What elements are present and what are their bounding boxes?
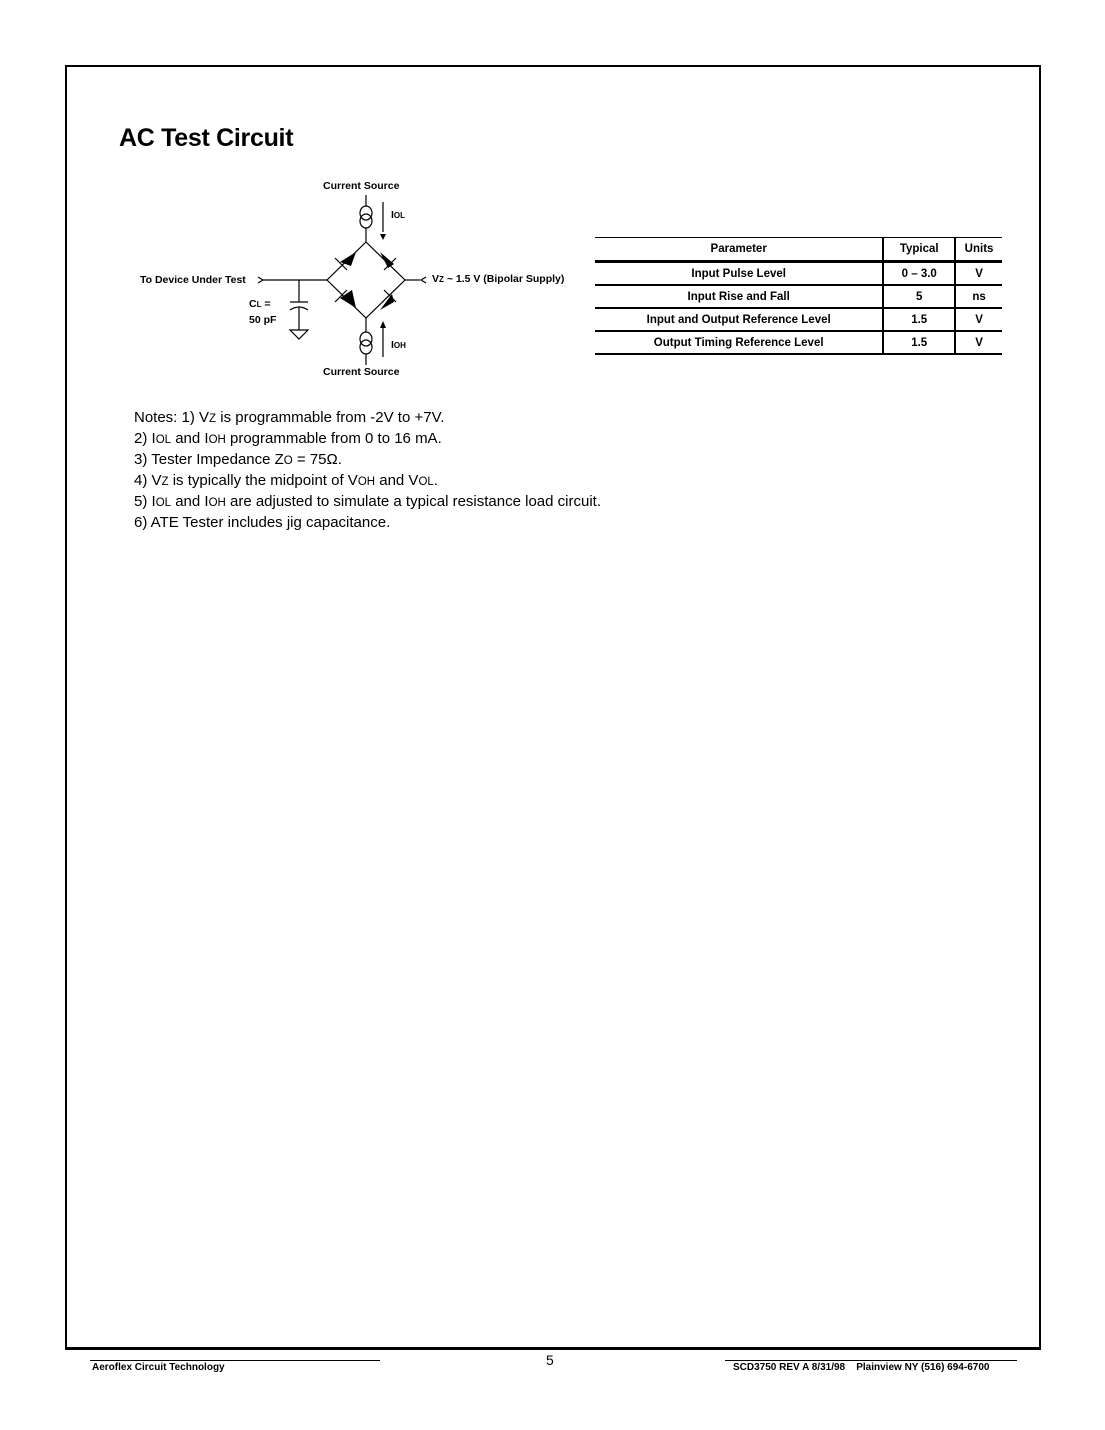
note-sub: OL [155,434,172,446]
iol-main: I [391,209,394,221]
cl-label [249,298,271,310]
vz-main: V [432,273,440,285]
cell-units: V [955,308,1002,331]
note-5 [134,492,601,513]
vz-rest: ~ 1.5 V (Bipolar Supply) [443,273,565,285]
note-sub: OH [208,434,226,446]
note-text: are adjusted to simulate a typical resistance load circuit. [225,493,601,510]
header-units: Units [955,238,1002,262]
footer-right-rule [725,1360,1017,1361]
page-title: AC Test Circuit [119,124,294,152]
note-sub: OH [357,476,376,488]
note-text: and V [375,472,419,489]
cl-main: C [249,298,257,310]
note-text: is typically the midpoint of V [168,472,358,489]
note-sub: O [283,455,293,467]
note-2 [134,429,601,450]
note-text: 5) I [134,493,156,510]
note-text: and I [171,430,209,447]
cell-parameter: Input Pulse Level [595,262,883,286]
cell-typical: 1.5 [883,331,955,354]
iol-label [391,209,405,221]
ioh-label [391,339,406,351]
top-current-source-label: Current Source [323,180,400,192]
table-row [595,331,1002,354]
notes-block [134,408,601,533]
cell-parameter: Input and Output Reference Level [595,308,883,331]
table-row [595,262,1002,286]
ioh-main: I [391,339,394,351]
cl-sub: L [256,300,262,309]
footer-doc-info: SCD3750 REV A 8/31/98 Plainview NY (516) 694-6700 [733,1362,990,1373]
note-text: and I [171,493,209,510]
note-text: = 75Ω. [292,451,342,468]
table-header-row [595,238,1002,262]
note-sub: Z [161,476,169,488]
header-typical: Typical [883,238,955,262]
cl-value: 50 pF [249,314,277,326]
note-sub: Z [209,413,217,425]
note-text: programmable from 0 to 16 mA. [225,430,442,447]
cell-typical: 5 [883,285,955,308]
cl-eq: = [261,298,271,310]
note-sub: OH [208,497,226,509]
test-parameters-table [595,237,1002,355]
note-sub: OL [418,476,434,488]
cell-units: V [955,331,1002,354]
cell-typical: 0 – 3.0 [883,262,955,286]
note-text: 4) V [134,472,162,489]
note-6: 6) ATE Tester includes jig capacitance. [134,514,391,531]
note-3 [134,450,601,471]
footer-company: Aeroflex Circuit Technology [92,1362,225,1373]
iol-sub: OL [393,211,406,220]
ioh-sub: OH [393,341,406,350]
note-text: . [433,472,438,489]
note-text: Notes: 1) V [134,409,210,426]
bottom-current-source-label: Current Source [323,366,400,378]
cell-units: V [955,262,1002,286]
header-parameter: Parameter [595,238,883,262]
note-text: 3) Tester Impedance Z [134,451,284,468]
note-4 [134,471,601,492]
vz-sub: Z [439,275,444,284]
note-text: is programmable from -2V to +7V. [216,409,445,426]
dut-label: To Device Under Test [140,274,246,286]
cell-typical: 1.5 [883,308,955,331]
table-row [595,308,1002,331]
note-1 [134,408,601,429]
vz-label [432,273,564,285]
note-text: 2) I [134,430,156,447]
cell-parameter: Output Timing Reference Level [595,331,883,354]
page-number: 5 [546,1352,554,1368]
footer-left-rule [90,1360,380,1361]
cell-parameter: Input Rise and Fall [595,285,883,308]
table-row [595,285,1002,308]
cell-units: ns [955,285,1002,308]
note-sub: OL [155,497,172,509]
